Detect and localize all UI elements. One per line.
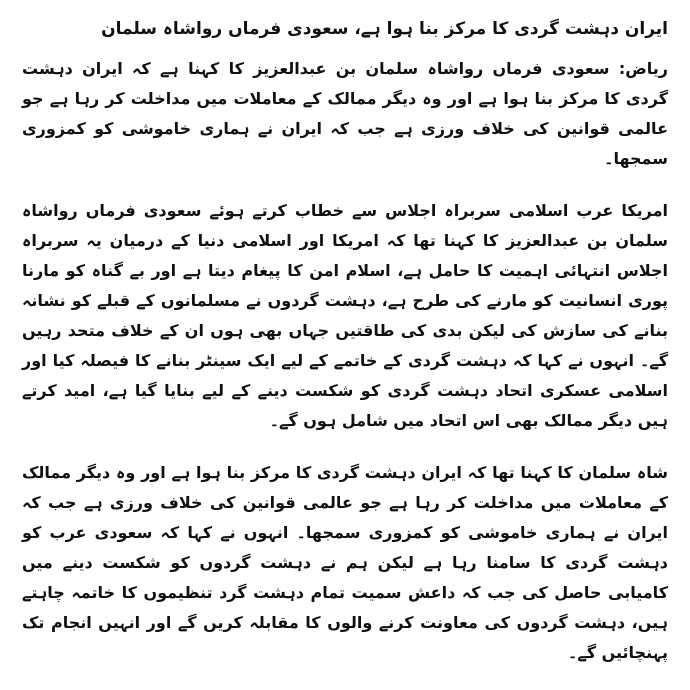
article-paragraph: ریاض: سعودی فرماں رواشاہ سلمان بن عبدالعزیز کا کہنا ہے کہ ایران دہشت گردی کا مرکز بنا ہوا ہے اور وہ دیگر ممالک کے معاملات میں مداخلت کر رہا ہے جو عالمی قوانین کی خلاف ورزی ہے جب کہ ایران نے ہماری خاموشی کو کمزوری سمجھا۔ <box>22 59 668 168</box>
news-article <box>22 14 668 690</box>
article-paragraph: امریکا عرب اسلامی سربراہ اجلاس سے خطاب کرتے ہوئے سعودی فرماں رواشاہ سلمان بن عبدالعزیز کا کہنا تھا کہ امریکا اور اسلامی دنیا کے درمیان یہ سربراہ اجلاس انتہائی اہمیت کا حامل ہے، اسلام امن کا پیغام دیتا ہے اور بے گناہ کو مارنا پوری انسانیت کو مارنے کی طرح ہے، دہشت گردوں نے مسلمانوں کے قبلے کو نشانہ بنانے کی سازش کی لیکن بدی کی طاقتیں جہاں بھی ہوں ان کے خلاف متحد رہیں گے۔ انہوں نے کہا کہ دہشت گردی کے خاتمے کے لیے ایک سینٹر بنانے کا فیصلہ کیا اور اسلامی عسکری اتحاد دہشت گردی کو شکست دینے کے لیے بنایا گیا ہے، امید کرتے ہیں دیگر ممالک بھی اس اتحاد میں شامل ہوں گے۔ <box>22 201 668 430</box>
article-paragraph: شاہ سلمان کا کہنا تھا کہ ایران دہشت گردی کا مرکز بنا ہوا ہے اور وہ دیگر ممالک کے معاملات میں مداخلت کر رہا ہے جو عالمی قوانین کی خلاف ورزی ہے جب کہ ایران نے ہماری خاموشی کو کمزوری سمجھا۔ انہوں نے کہا کہ سعودی عرب کو دہشت گردی کا سامنا رہا ہے لیکن ہم نے دہشت گردوں کو شکست دینے میں کامیابی حاصل کی جب کہ داعش سمیت تمام دہشت گرد تنظیموں کا خاتمہ چاہتے ہیں، دہشت گردوں کی معاونت کرنے والوں کا مقابلہ کریں گے اور انہیں انجام تک پہنچائیں گے۔ <box>22 463 668 662</box>
article-headline: ایران دہشت گردی کا مرکز بنا ہوا ہے، سعودی فرماں رواشاہ سلمان <box>101 19 668 39</box>
